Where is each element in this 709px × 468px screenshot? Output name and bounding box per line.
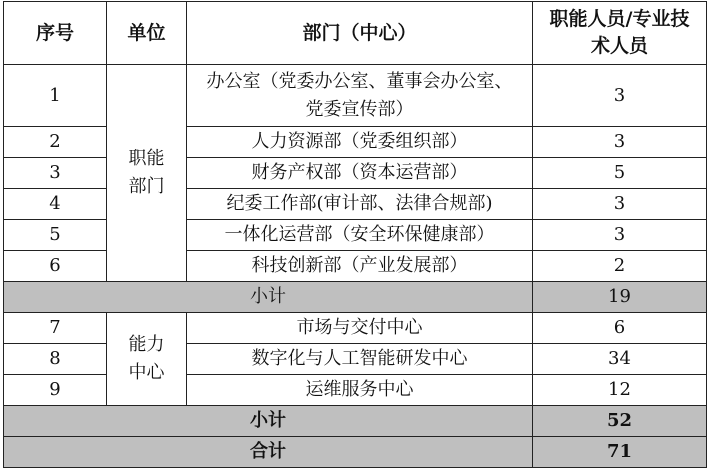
row-department: 办公室（党委办公室、董事会办公室、党委宣传部） — [187, 65, 533, 127]
header-index: 序号 — [4, 2, 107, 65]
row-staff: 3 — [533, 65, 707, 127]
staff-table — [3, 1, 707, 468]
row-staff: 34 — [533, 344, 707, 375]
row-index: 8 — [4, 344, 107, 375]
row-index: 9 — [4, 375, 107, 406]
subtotal-value: 19 — [533, 282, 707, 313]
row-index: 6 — [4, 251, 107, 282]
row-index: 1 — [4, 65, 107, 127]
table-row — [4, 65, 707, 127]
subtotal-value: 52 — [533, 406, 707, 437]
row-staff: 2 — [533, 251, 707, 282]
row-department: 运维服务中心 — [187, 375, 533, 406]
row-index: 7 — [4, 313, 107, 344]
row-staff: 3 — [533, 127, 707, 158]
row-index: 5 — [4, 220, 107, 251]
unit-cell-functional: 职能部门 — [107, 65, 187, 282]
subtotal-row — [4, 282, 707, 313]
row-index: 2 — [4, 127, 107, 158]
subtotal-label: 小计 — [4, 282, 533, 313]
total-row — [4, 437, 707, 468]
row-department: 人力资源部（党委组织部） — [187, 127, 533, 158]
header-row — [4, 2, 707, 65]
subtotal-label: 小计 — [4, 406, 533, 437]
total-value: 71 — [533, 437, 707, 468]
row-department: 数字化与人工智能研发中心 — [187, 344, 533, 375]
row-staff: 6 — [533, 313, 707, 344]
row-staff: 3 — [533, 189, 707, 220]
row-department: 财务产权部（资本运营部） — [187, 158, 533, 189]
row-department: 纪委工作部(审计部、法律合规部) — [187, 189, 533, 220]
header-department: 部门（中心） — [187, 2, 533, 65]
row-index: 3 — [4, 158, 107, 189]
row-department: 市场与交付中心 — [187, 313, 533, 344]
row-staff: 5 — [533, 158, 707, 189]
header-unit: 单位 — [107, 2, 187, 65]
table-row — [4, 313, 707, 344]
row-staff: 12 — [533, 375, 707, 406]
unit-cell-capability: 能力中心 — [107, 313, 187, 406]
row-department: 科技创新部（产业发展部） — [187, 251, 533, 282]
row-staff: 3 — [533, 220, 707, 251]
header-staff: 职能人员/专业技术人员 — [533, 2, 707, 65]
total-label: 合计 — [4, 437, 533, 468]
subtotal-row — [4, 406, 707, 437]
row-index: 4 — [4, 189, 107, 220]
row-department: 一体化运营部（安全环保健康部） — [187, 220, 533, 251]
